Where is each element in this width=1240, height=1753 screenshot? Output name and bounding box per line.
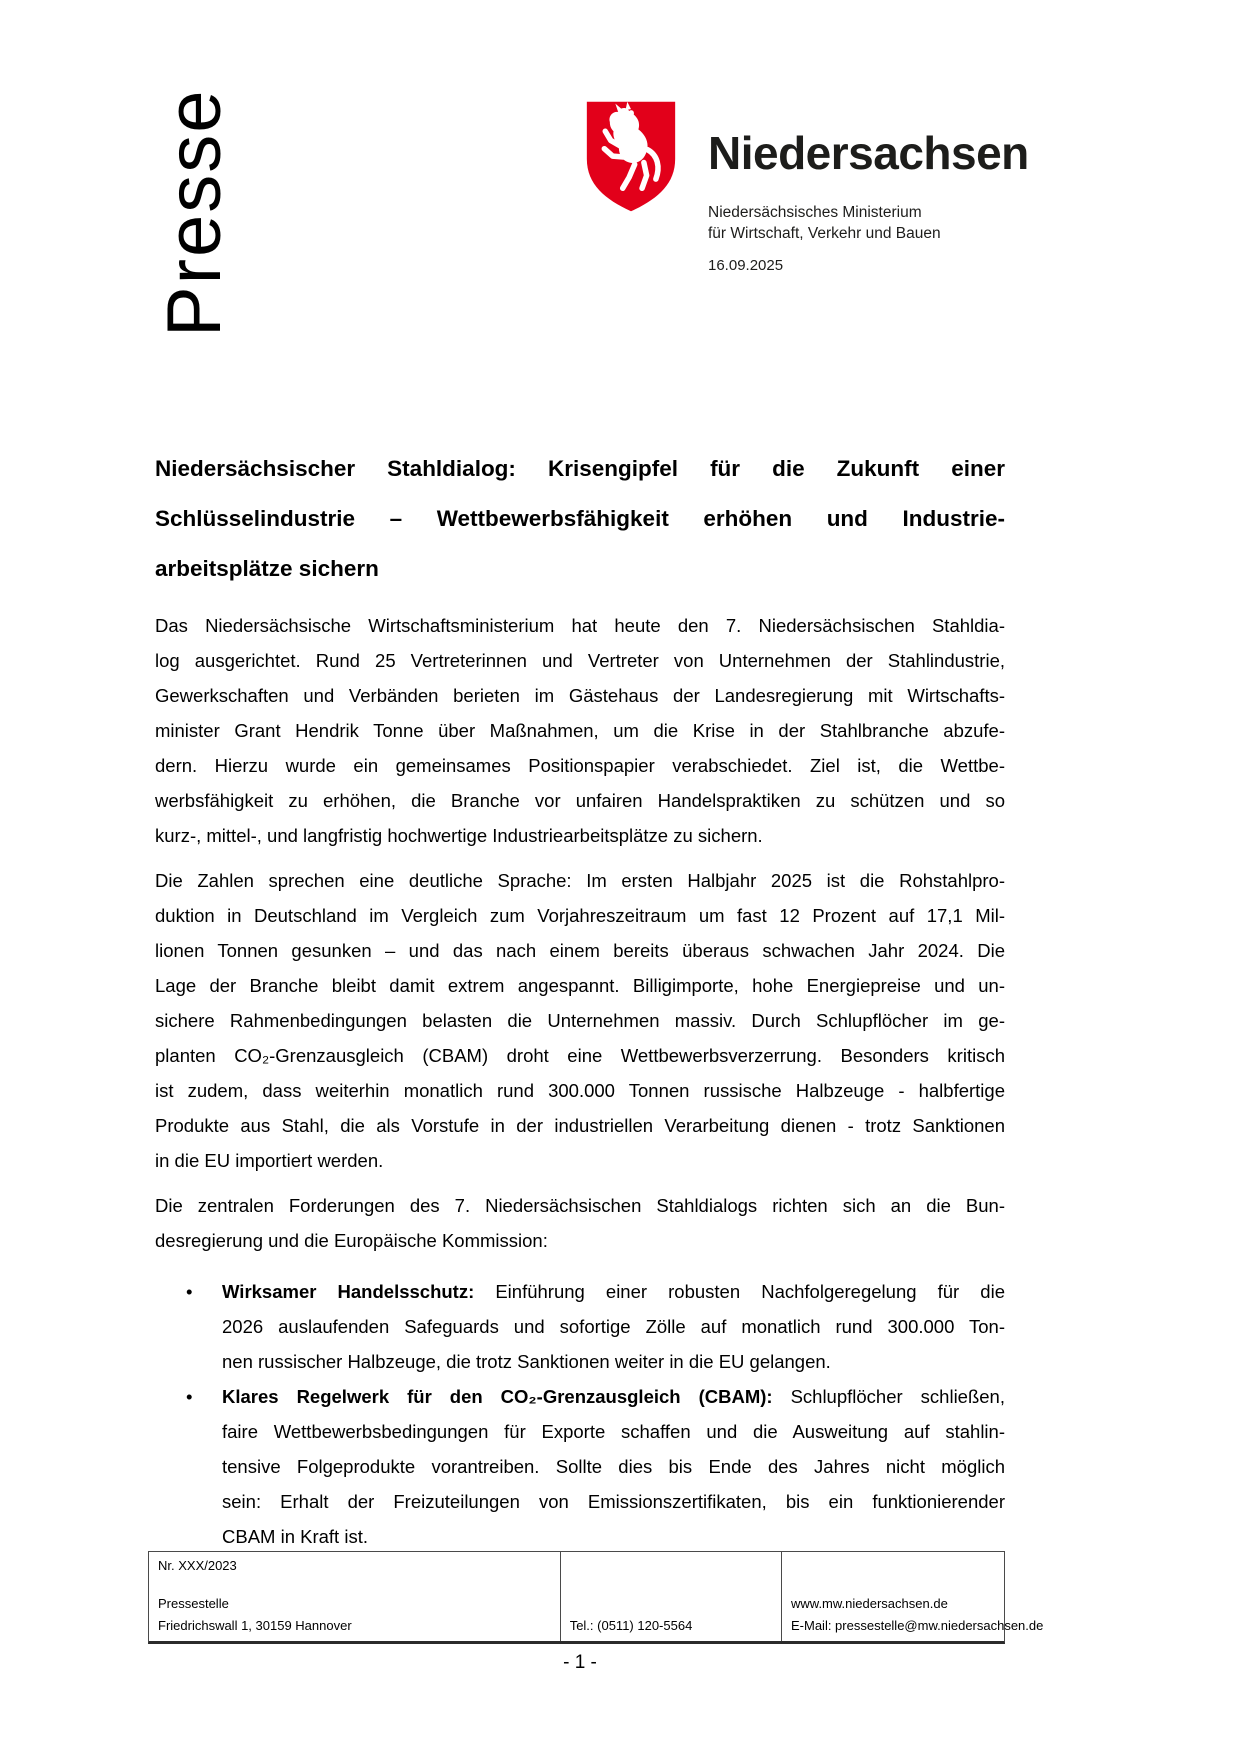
paragraph-line: sichere Rahmenbedingungen belasten die Unternehmen massiv. Durch Schlupflöcher im ge- bbox=[155, 1010, 1005, 1031]
footer-address: Friedrichswall 1, 30159 Hannover bbox=[158, 1618, 352, 1633]
bullet-list bbox=[155, 1274, 1005, 1554]
title-line: arbeitsplätze sichern bbox=[155, 556, 379, 581]
paragraph-line: desregierung und die Europäische Kommission: bbox=[155, 1230, 548, 1251]
bullet-line-rest: Einführung einer robusten Nachfolgeregelung für die bbox=[474, 1281, 1005, 1302]
brand-wordmark: Niedersachsen bbox=[708, 127, 1029, 179]
ministry-name bbox=[708, 202, 941, 244]
press-date: 16.09.2025 bbox=[708, 257, 784, 274]
bullet-text bbox=[222, 1379, 1005, 1554]
title-line: Schlüsselindustrie – Wettbewerbsfähigkeit erhöhen und Industrie- bbox=[155, 506, 1005, 531]
paragraph-line: ist zudem, dass weiterhin monatlich rund 300.000 Tonnen russische Halbzeuge - halbfertige bbox=[155, 1080, 1005, 1101]
ministry-line-1: Niedersächsisches Ministerium bbox=[708, 204, 922, 221]
bullet-text bbox=[222, 1274, 1005, 1379]
paragraph-line: lionen Tonnen gesunken – und das nach einem bereits überaus schwachen Jahr 2024. Die bbox=[155, 940, 1005, 961]
footer-column-right bbox=[781, 1552, 1044, 1641]
paragraph-line: minister Grant Hendrik Tonne über Maßnahmen, um die Krise in der Stahlbranche abzufe- bbox=[155, 720, 1005, 741]
footer-table bbox=[148, 1551, 1044, 1644]
niedersachsen-crest bbox=[585, 98, 677, 216]
bullet-line: tensive Folgeprodukte vorantreiben. Sollte dies bis Ende des Jahres nicht möglich bbox=[222, 1456, 1005, 1477]
footer-department: Pressestelle bbox=[158, 1596, 229, 1611]
paragraph-line: Die Zahlen sprechen eine deutliche Sprache: Im ersten Halbjahr 2025 ist die Rohstahlpro- bbox=[155, 870, 1005, 891]
bullet-item bbox=[155, 1274, 1005, 1379]
paragraph bbox=[155, 1188, 1005, 1258]
footer-contact-block bbox=[158, 1593, 551, 1637]
paragraph-line: Gewerkschaften und Verbänden berieten im Gästehaus der Landesregierung mit Wirtschafts- bbox=[155, 685, 1005, 706]
paragraph-line: planten CO₂-Grenzausgleich (CBAM) droht eine Wettbewerbsverzerrung. Besonders kritisch bbox=[155, 1045, 1005, 1066]
paragraph bbox=[155, 863, 1005, 1178]
press-release-body bbox=[155, 444, 1005, 1554]
paragraph-line: log ausgerichtet. Rund 25 Vertreterinnen und Vertreter von Unternehmen der Stahlindustrie, bbox=[155, 650, 1005, 671]
paragraph-line: in die EU importiert werden. bbox=[155, 1150, 384, 1171]
paragraph-line: dern. Hierzu wurde ein gemeinsames Positionspapier verabschiedet. Ziel ist, die Wettbe- bbox=[155, 755, 1005, 776]
bullet-bold-label: Wirksamer Handelsschutz: bbox=[222, 1281, 475, 1302]
footer-website: www.mw.niedersachsen.de bbox=[791, 1596, 948, 1611]
page-title bbox=[155, 444, 1005, 594]
bullet-line: CBAM in Kraft ist. bbox=[222, 1526, 368, 1547]
bullet-item bbox=[155, 1379, 1005, 1554]
bullet-line: nen russischer Halbzeuge, die trotz Sanktionen weiter in die EU gelangen. bbox=[222, 1351, 831, 1372]
bullet-line bbox=[222, 1379, 1005, 1414]
horse-icon bbox=[585, 98, 677, 216]
paragraph-line: kurz-, mittel-, und langfristig hochwertige Industriearbeitsplätze zu sichern. bbox=[155, 825, 763, 846]
bullet-marker: • bbox=[186, 1281, 193, 1302]
paragraph bbox=[155, 608, 1005, 853]
footer-phone: Tel.: (0511) 120-5564 bbox=[569, 1618, 693, 1633]
paragraph-line: Lage der Branche bleibt damit extrem angespannt. Billigimporte, hohe Energiepreise und un- bbox=[155, 975, 1005, 996]
footer-press-number: Nr. XXX/2023 bbox=[158, 1558, 237, 1573]
paragraph-line: duktion in Deutschland im Vergleich zum Vorjahreszeitraum um fast 12 Prozent auf 17,1 Mil- bbox=[155, 905, 1005, 926]
footer-email: E-Mail: pressestelle@mw.niedersachsen.de bbox=[791, 1618, 1044, 1633]
footer-column-middle bbox=[560, 1552, 781, 1641]
paragraph-line: Die zentralen Forderungen des 7. Niedersächsischen Stahldialogs richten sich an die Bun- bbox=[155, 1195, 1005, 1216]
paragraph-line: werbsfähigkeit zu erhöhen, die Branche vor unfairen Handelspraktiken zu schützen und so bbox=[155, 790, 1005, 811]
page-number: - 1 - bbox=[563, 1652, 597, 1673]
ministry-line-2: für Wirtschaft, Verkehr und Bauen bbox=[708, 225, 941, 242]
bullet-bold-label: Klares Regelwerk für den CO₂-Grenzausgleich (CBAM): bbox=[222, 1386, 773, 1407]
paragraph-line: Produkte aus Stahl, die als Vorstufe in der industriellen Verarbeitung dienen - trotz Sanktionen bbox=[155, 1115, 1005, 1136]
presse-label: Presse bbox=[152, 88, 237, 337]
paragraph-line: Das Niedersächsische Wirtschaftsministerium hat heute den 7. Niedersächsischen Stahldia- bbox=[155, 615, 1005, 636]
bullet-line: faire Wettbewerbsbedingungen für Exporte schaffen und die Ausweitung auf stahlin- bbox=[222, 1421, 1005, 1442]
bullet-line: sein: Erhalt der Freizuteilungen von Emissionszertifikaten, bis ein funktionierender bbox=[222, 1491, 1005, 1512]
bullet-line: 2026 auslaufenden Safeguards und sofortige Zölle auf monatlich rund 300.000 Ton- bbox=[222, 1316, 1005, 1337]
bullet-line-rest: Schlupflöcher schließen, bbox=[772, 1386, 1005, 1407]
footer-column-left bbox=[149, 1552, 560, 1641]
title-line: Niedersächsischer Stahldialog: Krisengipfel für die Zukunft einer bbox=[155, 456, 1005, 481]
bullet-line bbox=[222, 1274, 1005, 1309]
bullet-marker: • bbox=[186, 1386, 193, 1407]
